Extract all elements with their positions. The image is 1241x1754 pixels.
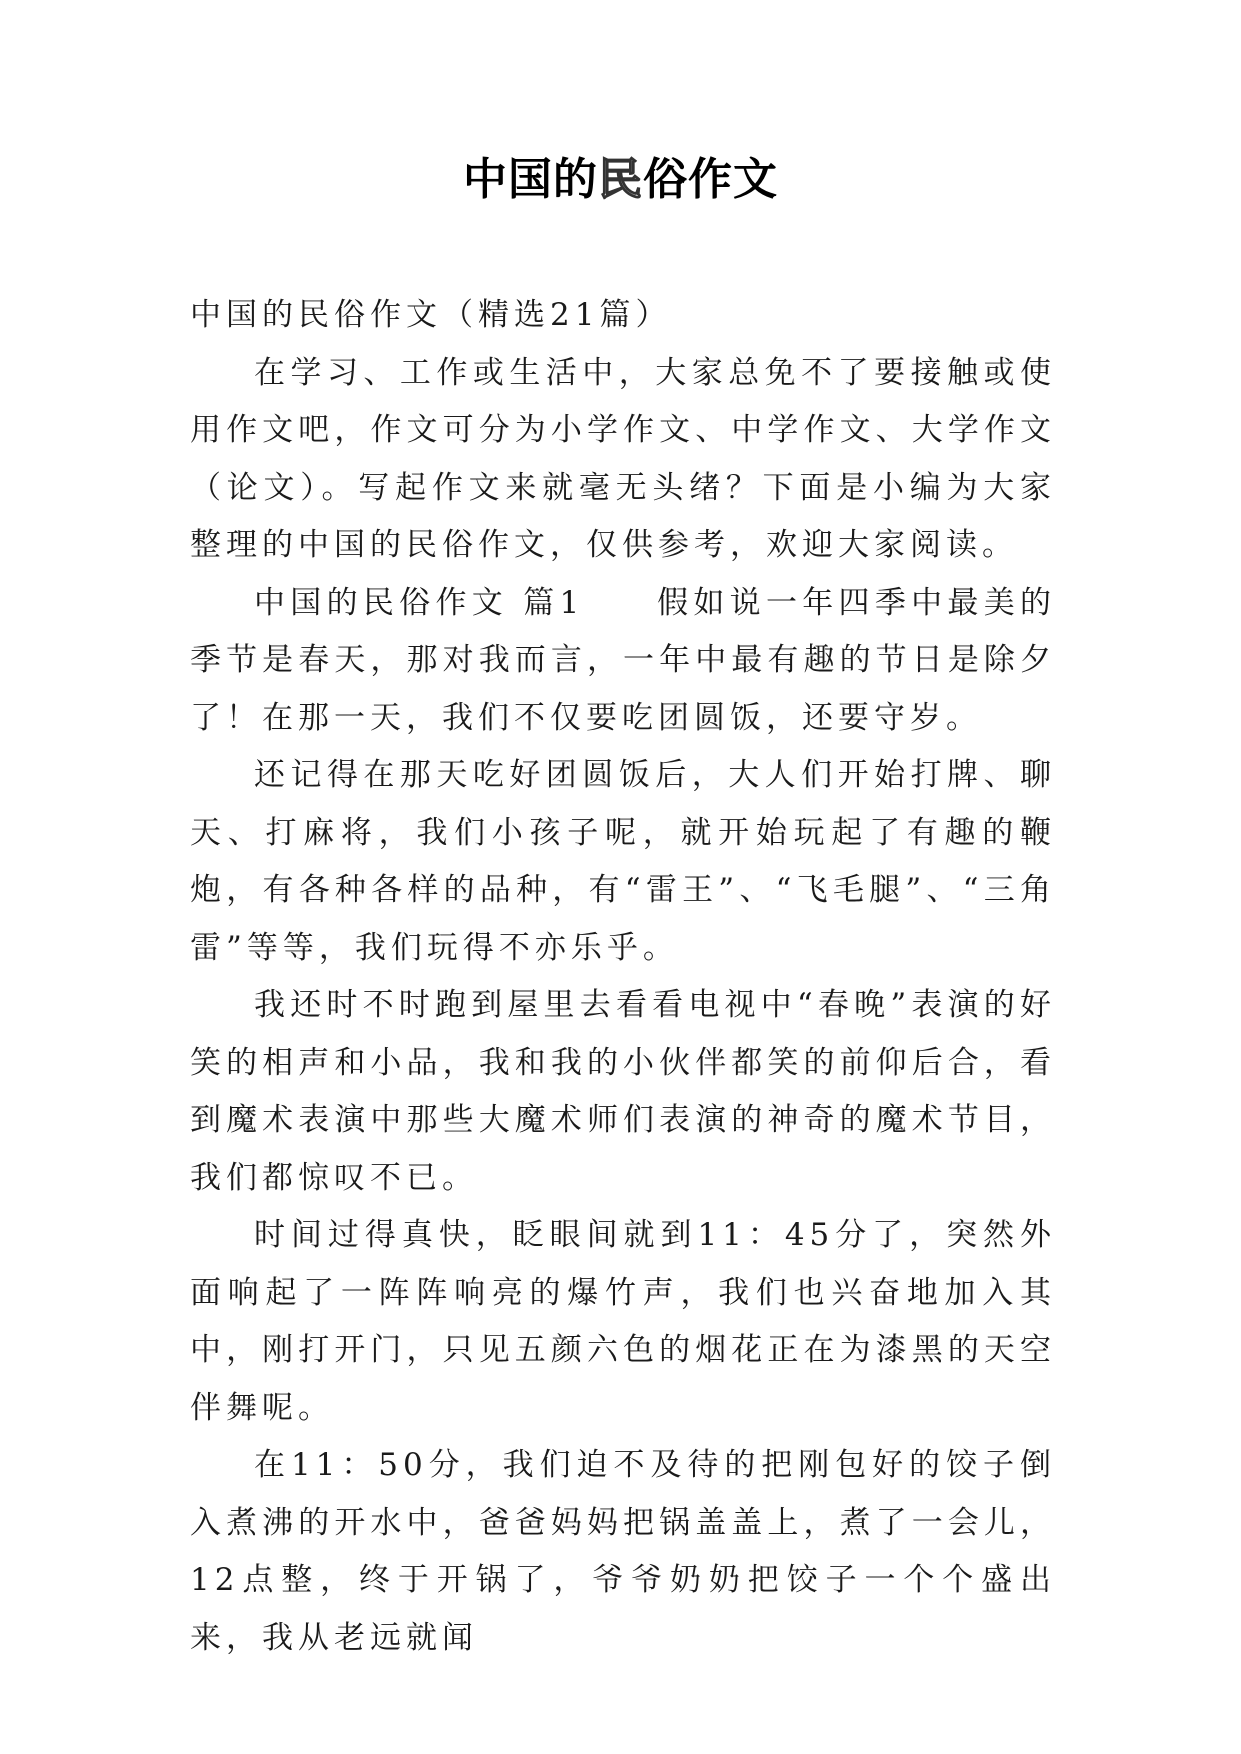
paragraph-spring-gala: 我还时不时跑到屋里去看看电视中“春晚”表演的好笑的相声和小品，我和我的小伙伴都笑的前仰后合，看到魔术表演中那些大魔术师们表演的神奇的魔术节目，我们都惊叹不已。 [190,987,1056,1196]
paragraph-fireworks: 时间过得真快，眨眼间就到11：45分了，突然外面响起了一阵阵响亮的爆竹声，我们也兴奋地加入其中，刚打开门，只见五颜六色的烟花正在为漆黑的天空伴舞呢。 [190,1217,1056,1426]
subtitle-line: 中国的民俗作文（精选21篇） [190,297,672,333]
paragraph-essay1-start: 中国的民俗作文 篇1 假如说一年四季中最美的季节是春天，那对我而言，一年中最有趣的节日是除夕了！在那一天，我们不仅要吃团圆饭，还要守岁。 [190,584,1056,736]
paragraph-dumplings: 在11：50分，我们迫不及待的把刚包好的饺子倒入煮沸的开水中，爸爸妈妈把锅盖盖上，煮了一会儿，12点整，终于开锅了，爷爷奶奶把饺子一个个盛出来，我从老远就闻 [190,1447,1056,1656]
title-text-hollow-char: 民 [598,154,643,205]
title-text-part3: 俗作文 [643,154,778,205]
paragraph-intro: 在学习、工作或生活中，大家总免不了要接触或使用作文吧，作文可分为小学作文、中学作文、大学作文（论文）。写起作文来就毫无头绪？下面是小编为大家整理的中国的民俗作文，仅供参考，欢迎大家阅读。 [190,354,1056,563]
title-text-part1: 中国的 [463,154,598,205]
document-body [190,287,1056,1667]
document-title [0,150,1241,210]
paragraph-firecrackers: 还记得在那天吃好团圆饭后，大人们开始打牌、聊天、打麻将，我们小孩子呢，就开始玩起了有趣的鞭炮，有各种各样的品种，有“雷王”、“飞毛腿”、“三角雷”等等，我们玩得不亦乐乎。 [190,757,1056,966]
